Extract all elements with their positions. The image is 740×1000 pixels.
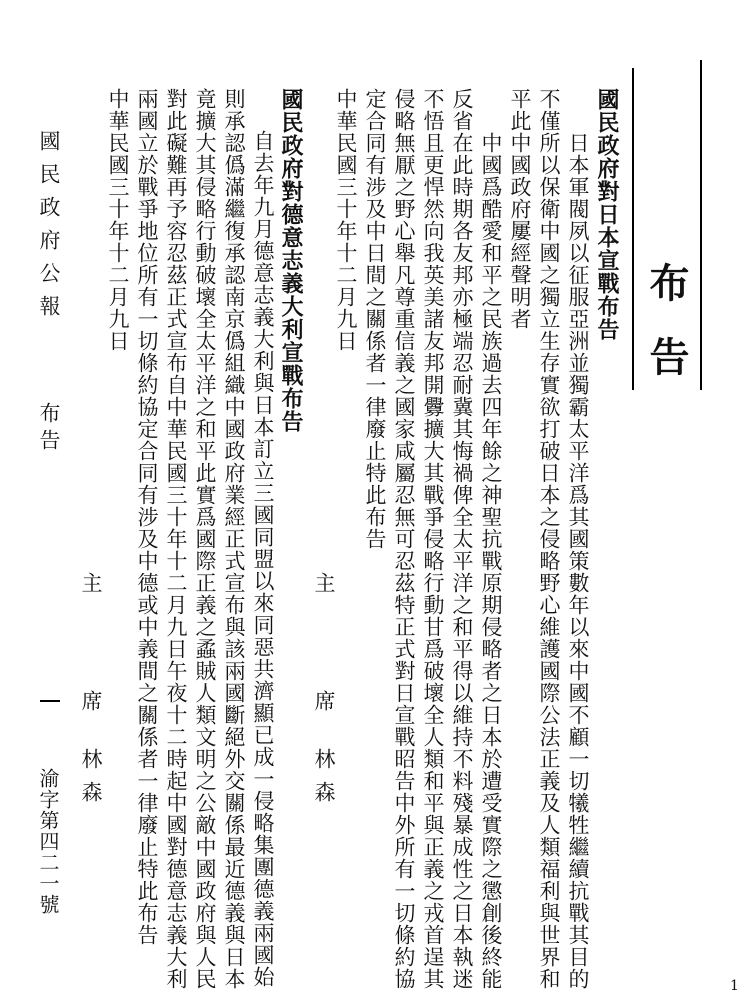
japan-announcement-line: 日本軍閥夙以征服亞洲並獨霸太平洋爲其國策數年以來中國不顧一切犧牲繼續抗戰其目的 <box>566 132 590 990</box>
issue-number: 渝字第四二一號 <box>36 768 60 915</box>
germany-italy-announcement-line: 自去年九月德意志義大利與日本訂立三國同盟以來同惡共濟顯已成一侵略集團德義兩國始 <box>251 130 275 988</box>
japan-announcement-date: 中華民國三十年十二月九日 <box>334 88 358 352</box>
page-number: 1 <box>730 978 739 994</box>
footer-dash <box>40 700 60 702</box>
germany-italy-announcement-line: 竟擴大其侵略行動破壞全太平洋之和平此實爲國際正義之蟊賊人類文明之公敵中國政府與人民 <box>193 88 217 990</box>
japan-announcement-line: 不僅所以保衛中國之獨立生存實欲打破日本之侵略野心維護國際公法正義及人類福利與世界和 <box>537 88 561 990</box>
germany-italy-announcement-line: 對此礙難再予容忍茲正式宣布自中華民國三十年十二月九日午夜十二時起中國對德意志義大利 <box>164 88 188 990</box>
germany-italy-signer-title2: 席 <box>79 690 103 712</box>
japan-announcement-title: 國民政府對日本宣戰布告 <box>594 88 620 341</box>
section-title-left-rule <box>632 68 634 390</box>
footer-section: 布告 <box>37 402 61 456</box>
japan-announcement-line: 中國爲酷愛和平之民族過去四年餘之神聖抗戰原期侵略者之日本於遭受實際之懲創後終能 <box>479 132 503 990</box>
germany-italy-announcement-line: 兩國立於戰爭地位所有一切條約協定合同有涉及中德或中義間之關係者一律廢止特此布告 <box>135 88 159 946</box>
japan-signer-title: 主 <box>312 572 336 594</box>
publication-name: 國民政府公報 <box>37 130 61 328</box>
japan-signer-title2: 席 <box>312 690 336 712</box>
germany-italy-announcement-line: 則承認僞滿繼復承認南京僞組織中國政府業經正式宣布與該兩國斷絕外交關係最近德義與日本 <box>222 88 246 990</box>
section-title: 布告 <box>643 262 690 410</box>
japan-announcement-line: 反省在此時期各友邦亦極端忍耐冀其悔禍俾全太平洋之和平得以維持不料殘暴成性之日本執迷 <box>450 88 474 990</box>
section-title-right-rule <box>700 60 702 390</box>
japan-announcement-line: 侵略無厭之野心舉凡尊重信義之國家咸屬忍無可忍茲特正式對日宣戰昭告中外所有一切條約協 <box>392 88 416 990</box>
germany-italy-signer-title: 主 <box>79 572 103 594</box>
japan-announcement-line: 不悟且更悍然向我英美諸友邦開釁擴大其戰爭侵略行動甘爲破壞全人類和平與正義之戎首逞其 <box>421 88 445 990</box>
japan-announcement-line: 平此中國政府屢經聲明者 <box>508 88 532 330</box>
japan-signer-name: 林森 <box>312 748 336 814</box>
japan-announcement-line: 定合同有涉及中日間之關係者一律廢止特此布告 <box>363 88 387 550</box>
germany-italy-announcement-date: 中華民國三十年十二月九日 <box>106 88 130 352</box>
germany-italy-signer-name: 林森 <box>79 748 103 814</box>
germany-italy-announcement-title: 國民政府對德意志義大利宣戰布告 <box>278 88 304 433</box>
